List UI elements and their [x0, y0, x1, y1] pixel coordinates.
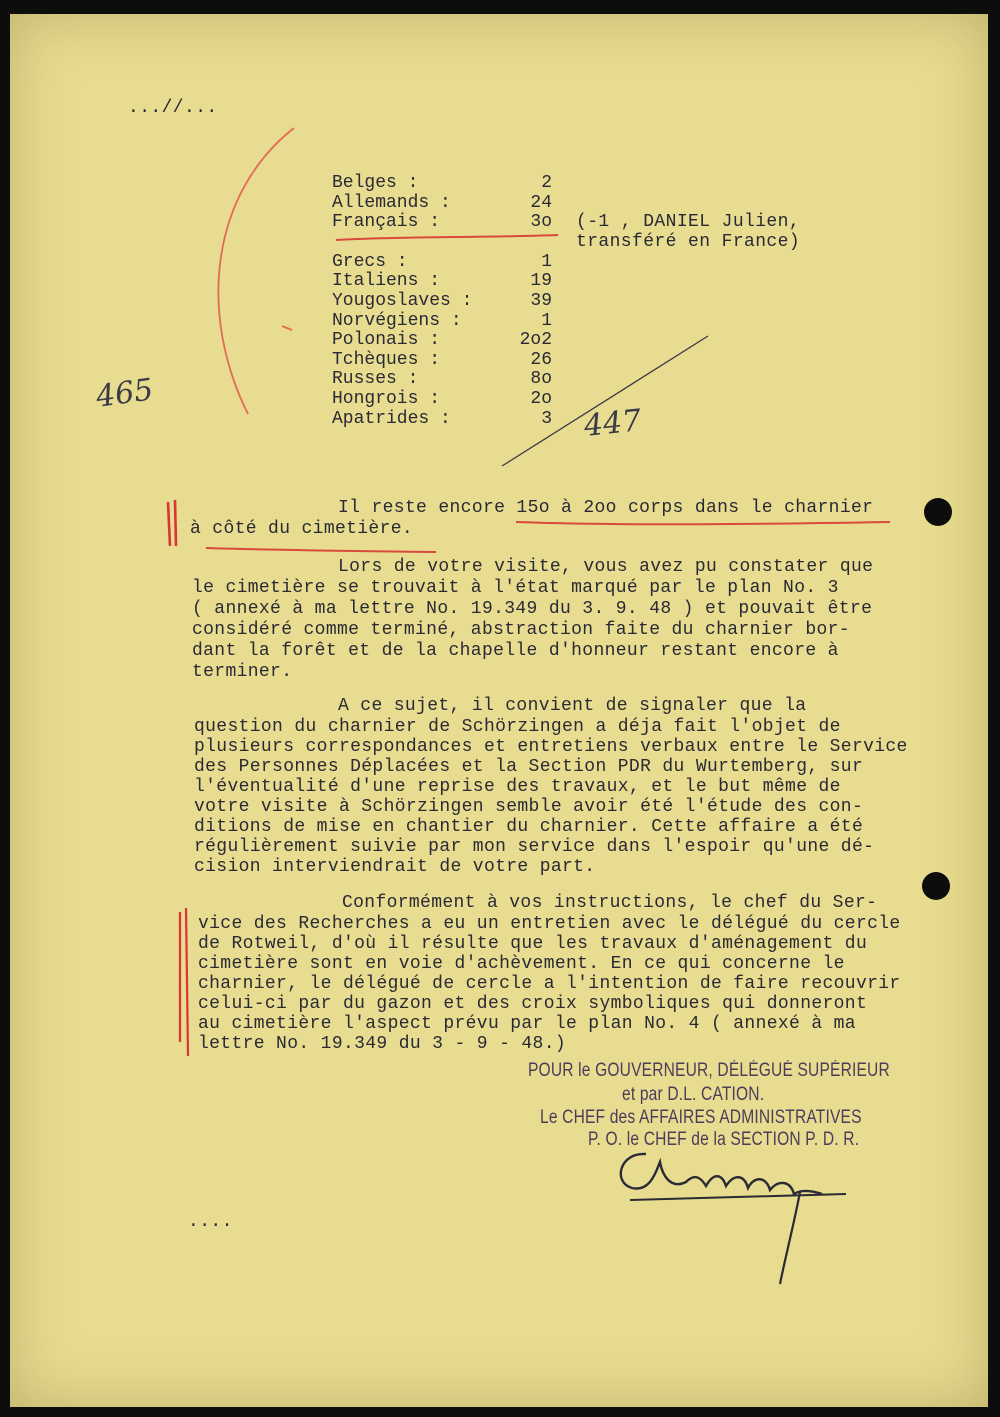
paragraph-line: dant la forêt et de la chapelle d'honneur restant encore à — [192, 641, 839, 661]
nationality-count: 1 — [541, 310, 552, 331]
paragraph-1-line: à côté du cimetière. — [190, 519, 414, 539]
paragraph-line: vice des Recherches a eu un entretien avec le délégué du cercle — [198, 914, 901, 934]
nationality-count: 24 — [530, 192, 552, 213]
stamp-line: POUR le GOUVERNEUR, DÉLÉGUÉ SUPÉRIEUR — [528, 1060, 890, 1081]
paragraph-line: au cimetière l'aspect prévu par le plan No. 4 ( annexé à ma — [198, 1014, 856, 1034]
nationality-label: Norvégiens : — [332, 310, 462, 331]
paragraph-line: celui-ci par du gazon et des croix symboliques qui donneront — [198, 994, 868, 1014]
nationality-count: 26 — [530, 349, 552, 370]
punch-hole — [924, 498, 952, 526]
paragraph-line: ditions de mise en chantier du charnier. Cette affaire a été — [194, 817, 864, 837]
nationality-count: 1 — [541, 251, 552, 272]
paragraph-line: lettre No. 19.349 du 3 - 9 - 48.) — [198, 1034, 567, 1054]
red-margin-curve — [218, 128, 294, 414]
red-margin-bars — [168, 500, 176, 546]
diagonal-stroke — [502, 336, 708, 466]
paragraph-line: des Personnes Déplacées et la Section PDR du Wurtemberg, sur — [194, 757, 864, 777]
nationality-label: Français : — [332, 212, 441, 233]
nationality-count: 3o — [530, 212, 552, 233]
paragraph-line: plusieurs correspondances et entretiens verbaux entre le Service — [194, 737, 908, 757]
red-underline — [336, 235, 558, 240]
nationality-label: Tchèques : — [332, 349, 441, 370]
paragraph-line: cision interviendrait de votre part. — [194, 857, 596, 877]
paragraph-1-line: Il reste encore 15o à 2oo corps dans le charnier — [338, 498, 874, 518]
nationality-label: Hongrois : — [332, 388, 441, 409]
paragraph-line: régulièrement suivie par mon service dans l'espoir qu'une dé- — [194, 837, 875, 857]
red-underline — [516, 522, 890, 524]
red-underline — [206, 548, 436, 552]
document-page — [10, 14, 988, 1407]
paragraph-line: question du charnier de Schörzingen a déja fait l'objet de — [194, 717, 841, 737]
red-tick — [282, 326, 292, 330]
paragraph-line: de Rotweil, d'où il résulte que les travaux d'aménagement du — [198, 934, 868, 954]
nationality-label: Belges : — [332, 173, 419, 193]
red-margin-bars — [180, 908, 188, 1056]
punch-hole — [922, 872, 950, 900]
paragraph-line: A ce sujet, il convient de signaler que la — [338, 696, 807, 716]
nationality-label: Russes : — [332, 369, 419, 390]
nationality-count: 2o — [530, 388, 552, 409]
paragraph-line: votre visite à Schörzingen semble avoir été l'étude des con- — [194, 797, 864, 817]
paragraph-line: cimetière sont en voie d'achèvement. En ce qui concerne le — [198, 954, 845, 974]
stamp-line: et par D.L. CATION. — [622, 1084, 765, 1105]
signature-tail — [780, 1192, 800, 1284]
handwritten-margin-total: 465 — [93, 372, 156, 415]
continuation-marker: ...//... — [128, 98, 218, 118]
paragraph-line: le cimetière se trouvait à l'état marqué par le plan No. 3 — [192, 578, 839, 598]
francais-note-line-1: (-1 , DANIEL Julien, — [576, 212, 801, 232]
handwritten-total: 447 — [582, 403, 643, 444]
nationality-count: 8o — [530, 369, 552, 390]
nationality-count: 2o2 — [519, 330, 552, 351]
nationality-count: 3 — [541, 408, 552, 429]
nationality-label: Grecs : — [332, 251, 408, 272]
nationality-label: Italiens : — [332, 271, 441, 292]
paragraph-line: considéré comme terminé, abstraction faite du charnier bor- — [192, 620, 850, 640]
paragraph-line: l'éventualité d'une reprise des travaux, et le but même de — [194, 777, 841, 797]
stamp-line: Le CHEF des AFFAIRES ADMINISTRATIVES — [540, 1107, 862, 1128]
nationality-label: Polonais : — [332, 330, 441, 351]
nationality-label: Apatrides : — [332, 408, 451, 429]
paragraph-line: Lors de votre visite, vous avez pu constater que — [338, 557, 874, 577]
francais-note-line-2: transféré en France) — [576, 232, 801, 252]
annotation-marks — [10, 14, 988, 1407]
nationality-count: 39 — [530, 290, 552, 311]
stamp-line: P. O. le CHEF de la SECTION P. D. R. — [588, 1129, 860, 1150]
signature — [621, 1154, 822, 1194]
nationality-label: Yougoslaves : — [332, 290, 473, 311]
paragraph-line: Conformément à vos instructions, le chef du Ser- — [342, 893, 878, 913]
signature-underline — [630, 1194, 846, 1200]
footer-dots: .... — [188, 1212, 233, 1232]
paragraph-line: terminer. — [192, 662, 293, 682]
paragraph-line: charnier, le délégué de cercle a l'intention de faire recouvrir — [198, 974, 901, 994]
nationality-count: 19 — [530, 271, 552, 292]
nationality-count: 2 — [541, 173, 552, 193]
nationality-label: Allemands : — [332, 192, 451, 213]
paragraph-line: ( annexé à ma lettre No. 19.349 du 3. 9. 48 ) et pouvait être — [192, 599, 873, 619]
